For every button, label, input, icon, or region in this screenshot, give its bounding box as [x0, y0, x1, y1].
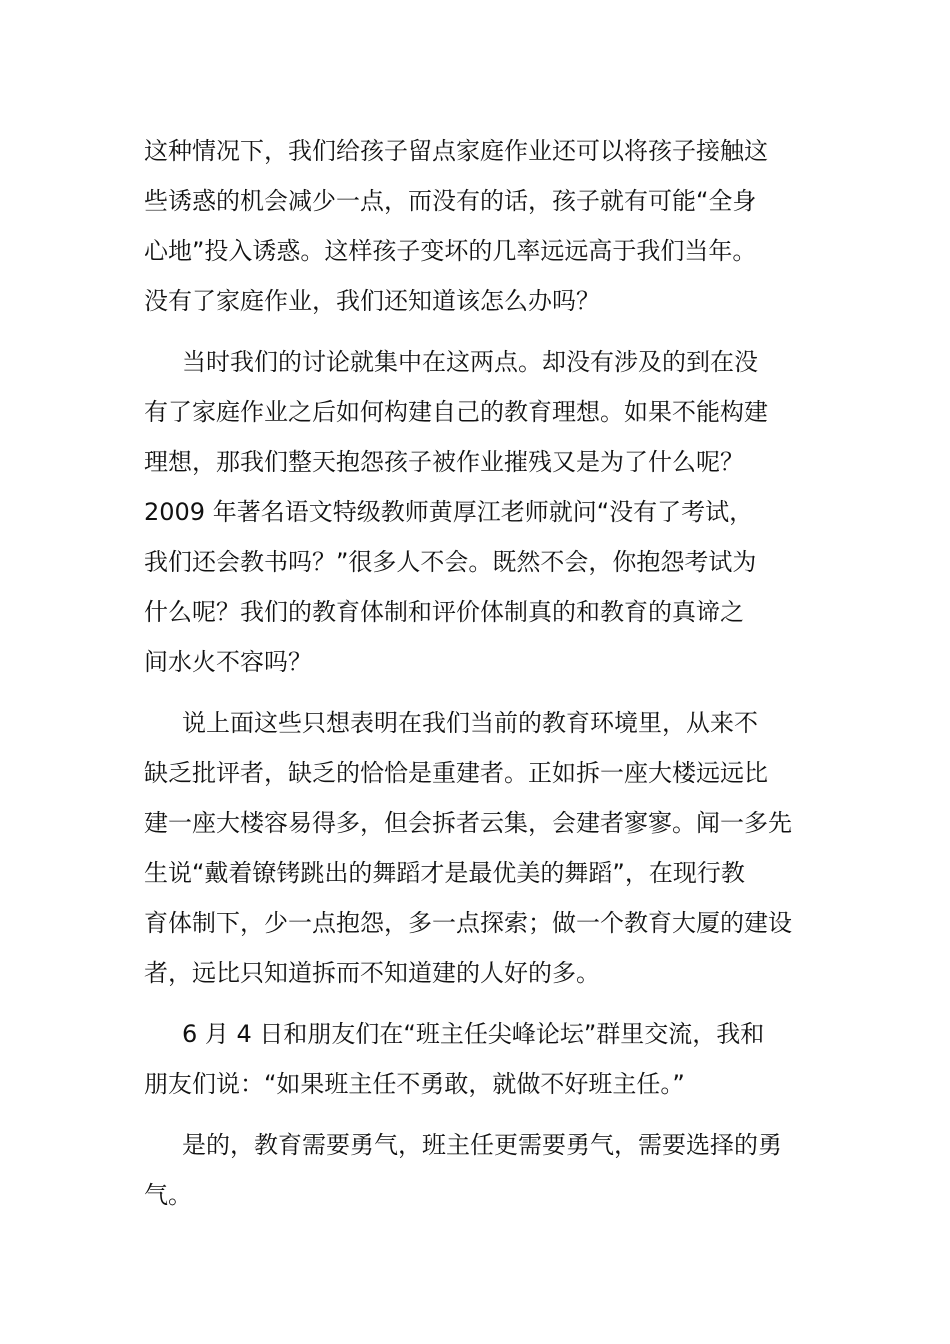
document-body: [144, 126, 812, 1231]
text-line: 心地”投入诱惑。这样孩子变坏的几率远远高于我们当年。: [144, 237, 757, 265]
text-line: 生说“戴着镣铐跳出的舞蹈才是最优美的舞蹈”，在现行教: [144, 859, 745, 887]
text-line: 间水火不容吗？: [144, 648, 312, 676]
paragraph-3: [144, 698, 812, 998]
text-line: 缺乏批评者，缺乏的恰恰是重建者。正如拆一座大楼远远比: [144, 759, 768, 787]
text-line: 什么呢？我们的教育体制和评价体制真的和教育的真谛之: [144, 598, 744, 626]
text-line: 朋友们说：“如果班主任不勇敢，就做不好班主任。”: [144, 1070, 685, 1098]
text-line: 些诱惑的机会减少一点，而没有的话，孩子就有可能“全身: [144, 187, 757, 215]
text-line: 这种情况下，我们给孩子留点家庭作业还可以将孩子接触这: [144, 137, 768, 165]
text-line: 育体制下，少一点抱怨，多一点探索；做一个教育大厦的建设: [144, 909, 792, 937]
text-line: 说上面这些只想表明在我们当前的教育环境里，从来不: [182, 709, 758, 737]
text-line: 建一座大楼容易得多，但会拆者云集，会建者寥寥。闻一多先: [144, 809, 792, 837]
text-line: 没有了家庭作业，我们还知道该怎么办吗？: [144, 287, 600, 315]
text-line: 气。: [144, 1181, 192, 1209]
paragraph-2: [144, 337, 812, 687]
text-line: 理想，那我们整天抱怨孩子被作业摧残又是为了什么呢？: [144, 448, 744, 476]
text-line: 6 月 4 日和朋友们在“班主任尖峰论坛”群里交流，我和: [182, 1020, 765, 1048]
paragraph-4: [144, 1009, 812, 1109]
text-line: 2009 年著名语文特级教师黄厚江老师就问“没有了考试，: [144, 498, 754, 526]
paragraph-1: [144, 126, 812, 326]
text-line: 是的，教育需要勇气，班主任更需要勇气，需要选择的勇: [182, 1131, 782, 1159]
text-line: 我们还会教书吗？”很多人不会。既然不会，你抱怨考试为: [144, 548, 757, 576]
text-line: 当时我们的讨论就集中在这两点。却没有涉及的到在没: [182, 348, 758, 376]
text-line: 有了家庭作业之后如何构建自己的教育理想。如果不能构建: [144, 398, 768, 426]
text-line: 者，远比只知道拆而不知道建的人好的多。: [144, 959, 600, 987]
paragraph-5: [144, 1120, 812, 1220]
